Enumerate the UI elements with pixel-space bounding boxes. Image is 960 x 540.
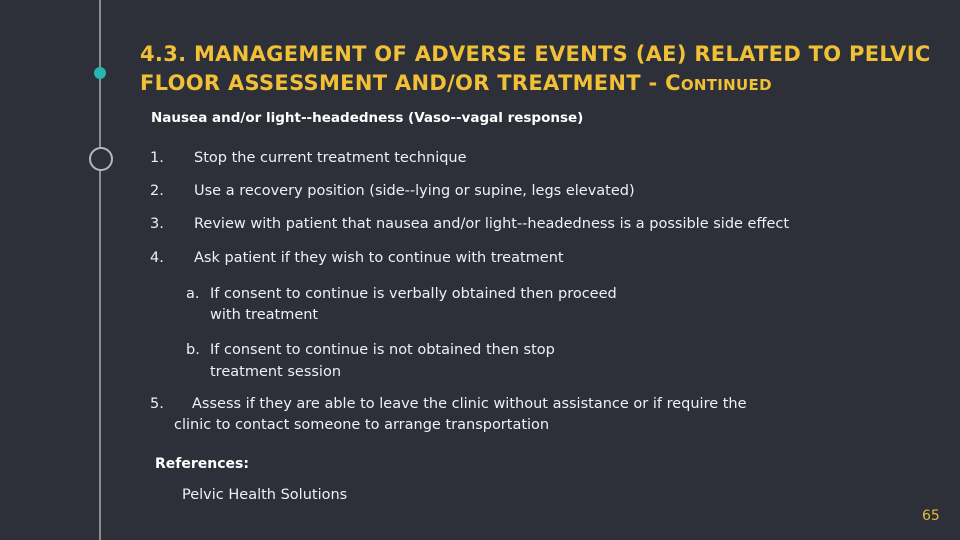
reference-item: Pelvic Health Solutions bbox=[182, 487, 348, 503]
timeline-dot-ring bbox=[89, 147, 113, 171]
list-number: 3. bbox=[150, 216, 164, 232]
sub-list-item bbox=[186, 339, 555, 361]
list-number: 2. bbox=[150, 183, 164, 199]
title-continued: Continued bbox=[665, 71, 772, 95]
slide-title bbox=[140, 40, 940, 98]
list-number: 5. bbox=[150, 396, 164, 412]
list-number: 1. bbox=[150, 150, 164, 166]
list-item bbox=[150, 180, 635, 202]
list-item bbox=[150, 393, 747, 415]
title-main: 4.3. MANAGEMENT OF ADVERSE EVENTS (AE) RELATED TO PELVIC FLOOR ASSESSMENT AND/OR TREATMENT - bbox=[140, 42, 931, 95]
list-text: Review with patient that nausea and/or light--headedness is a possible side effect bbox=[194, 216, 790, 232]
sub-list-letter: a. bbox=[186, 286, 200, 302]
list-text: Stop the current treatment technique bbox=[194, 150, 467, 166]
list-item bbox=[150, 147, 467, 169]
list-number: 4. bbox=[150, 250, 164, 266]
sub-list-text: If consent to continue is verbally obtained then proceed bbox=[210, 286, 617, 302]
list-text: Assess if they are able to leave the clinic without assistance or if require the bbox=[192, 396, 747, 412]
sub-list-letter: b. bbox=[186, 342, 200, 358]
sub-list-continuation: with treatment bbox=[210, 307, 319, 323]
sub-list-text: If consent to continue is not obtained then stop bbox=[210, 342, 555, 358]
section-subtitle: Nausea and/or light--headedness (Vaso--vagal response) bbox=[151, 110, 584, 126]
timeline-dot-filled bbox=[94, 67, 106, 79]
list-text: Ask patient if they wish to continue with treatment bbox=[194, 250, 564, 266]
list-item bbox=[150, 213, 789, 235]
page-number: 65 bbox=[922, 508, 940, 524]
references-heading: References: bbox=[155, 456, 249, 472]
timeline-line bbox=[99, 0, 101, 540]
sub-list-continuation: treatment session bbox=[210, 364, 342, 380]
list-text: Use a recovery position (side--lying or supine, legs elevated) bbox=[194, 183, 635, 199]
list-continuation: clinic to contact someone to arrange transportation bbox=[174, 417, 550, 433]
sub-list-item bbox=[186, 283, 617, 305]
list-item bbox=[150, 247, 564, 269]
